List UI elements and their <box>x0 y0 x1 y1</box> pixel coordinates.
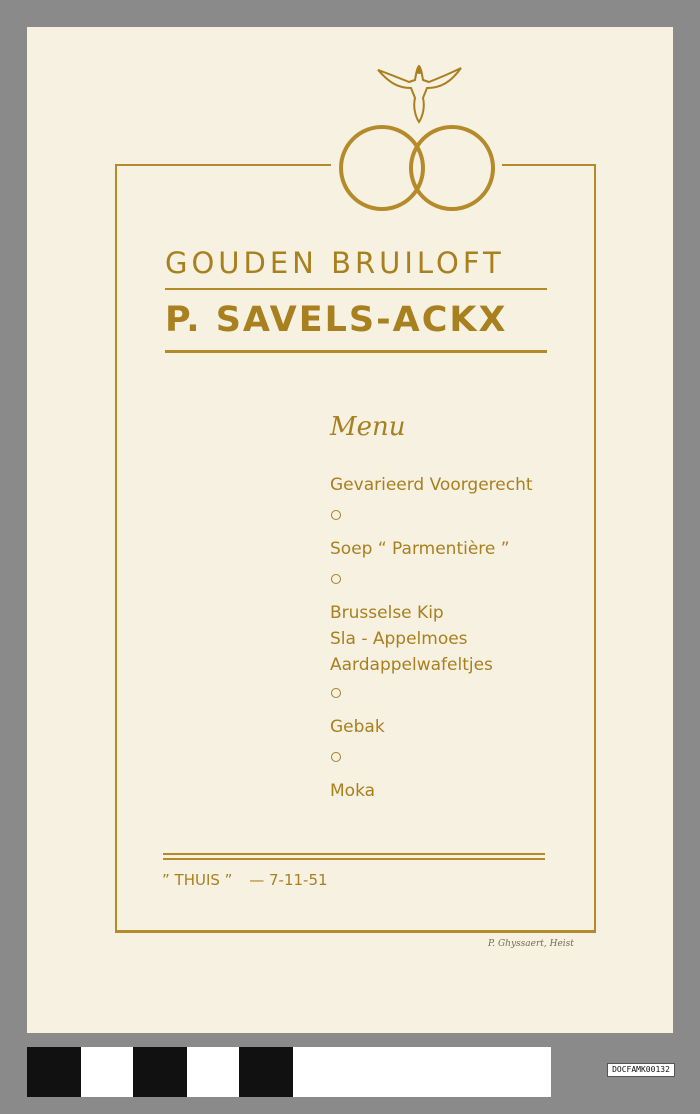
footer-rule-bottom <box>163 858 545 860</box>
separator-circle-icon <box>331 510 341 520</box>
calibration-block-black <box>27 1047 81 1097</box>
couple-name: P. SAVELS-ACKX <box>165 300 508 340</box>
calibration-block-white <box>187 1047 239 1097</box>
frame-bottom <box>115 930 596 933</box>
course-item: Soep “ Parmentière ” <box>330 539 510 559</box>
course-item: Moka <box>330 781 376 801</box>
wedding-rings-icon <box>336 122 500 214</box>
calibration-block-black <box>133 1047 187 1097</box>
calibration-block-white <box>81 1047 133 1097</box>
course-item: Brusselse Kip <box>330 603 444 623</box>
frame-top-left <box>115 164 331 166</box>
frame-top-right <box>502 164 596 166</box>
course-item: Aardappelwafeltjes <box>330 655 493 675</box>
footer-rule-top <box>163 853 545 855</box>
dove-icon <box>375 60 465 124</box>
frame-right <box>594 164 596 932</box>
course-item: Gebak <box>330 717 385 737</box>
footer-line <box>162 871 328 889</box>
separator-circle-icon <box>331 688 341 698</box>
calibration-block-black <box>239 1047 293 1097</box>
rule-under-couple <box>165 350 547 353</box>
separator-circle-icon <box>331 574 341 584</box>
occasion-title: GOUDEN BRUILOFT <box>165 246 505 280</box>
course-item: Gevarieerd Voorgerecht <box>330 475 533 495</box>
printer-credit: P. Ghyssaert, Heist <box>488 939 574 949</box>
separator-circle-icon <box>331 752 341 762</box>
menu-title: Menu <box>330 412 406 442</box>
archive-code-label: DOCFAMK00132 <box>607 1063 675 1077</box>
rule-under-occasion <box>165 288 547 290</box>
footer-place: ” THUIS ” <box>162 871 233 889</box>
footer-date: — 7-11-51 <box>249 871 328 889</box>
frame-left <box>115 164 117 932</box>
course-item: Sla - Appelmoes <box>330 629 468 649</box>
calibration-block-white <box>293 1047 551 1097</box>
